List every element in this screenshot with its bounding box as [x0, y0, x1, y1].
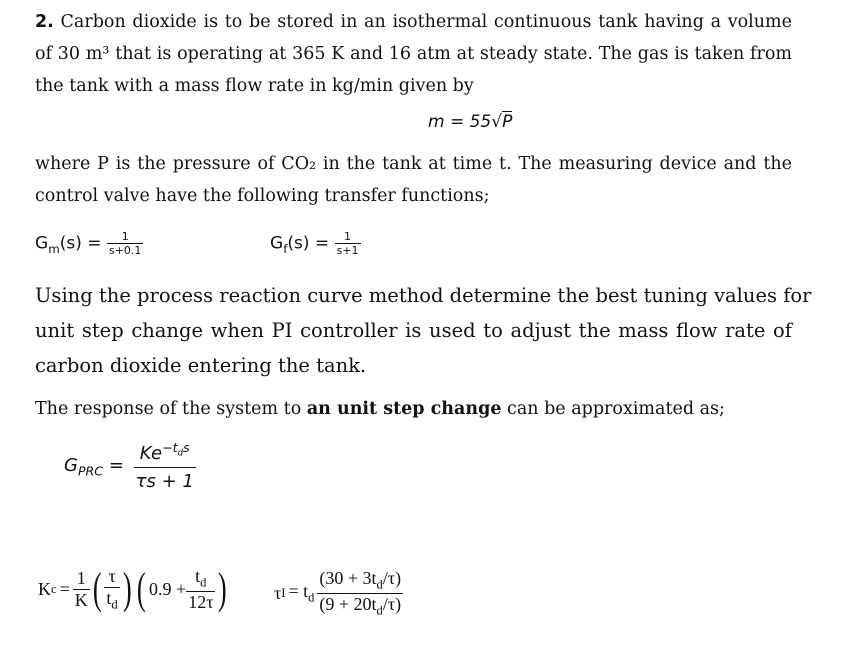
- gprc-equation: $G_{PRC}$ = $\frac{Ke^{-t_ds}}{\tau s + 1}$: [64, 440, 194, 492]
- left-paren-icon: (: [137, 564, 147, 614]
- response-bold: an unit step change: [306, 399, 502, 419]
- gm-fraction: $\frac{1}{s+0.1}$: [108, 230, 142, 257]
- kc-fraction-1: $\frac{1}{K}$: [74, 567, 88, 610]
- gprc-fraction: $\frac{Ke^{-t_ds}}{\tau s + 1}$: [135, 440, 194, 492]
- kc-fraction-3: $\frac{t_d}{12\tau}$: [188, 566, 214, 612]
- response-line: The response of the system to an unit step change can be approximated as;: [35, 399, 725, 419]
- problem-line-2: of 30 m³ that is operating at 365 K and 16 atm at steady state. The gas is taken from: [35, 44, 792, 64]
- question-line-1: Using the process reaction curve method determine the best tuning values for: [35, 284, 812, 307]
- question-line-2: unit step change when PI controller is used to adjust the mass flow rate of: [35, 319, 792, 342]
- problem-line-3: the tank with a mass flow rate in kg/min given by: [35, 76, 474, 96]
- kc-fraction-2: $\frac{\tau}{t_d}$: [106, 566, 118, 612]
- taui-fraction: $\frac{(30 + 3t_d/\tau)}{(9 + 20t_d/\tau)}$: [319, 568, 402, 618]
- taui-formula: τ I = $t_d$ $\frac{(30 + 3t_d/\tau)}{(9 + 20t_d/\tau)}$: [274, 568, 402, 618]
- mass-flow-equation: m = 55√P: [428, 112, 513, 132]
- sqrt-icon: √: [491, 112, 503, 132]
- kc-formula: K c = $\frac{1}{K}$ ( $\frac{\tau}{t_d}$ ) ( 0.9 + $\frac{t_d}{12\tau}$ ): [38, 564, 228, 614]
- problem-line-4: where P is the pressure of CO₂ in the tank at time t. The measuring device and the: [35, 154, 792, 174]
- right-paren-icon: ): [218, 564, 228, 614]
- left-paren-icon: (: [92, 564, 102, 614]
- problem-line-1: 2. Carbon dioxide is to be stored in an isothermal continuous tank having a volume: [35, 12, 792, 32]
- question-line-3: carbon dioxide entering the tank.: [35, 354, 367, 377]
- problem-number: 2.: [35, 12, 54, 32]
- gm-transfer-function: $G_m(s)$ = $\frac{1}{s+0.1}$: [35, 230, 142, 257]
- problem-line-5: control valve have the following transfer functions;: [35, 186, 490, 206]
- gf-transfer-function: $G_f(s)$ = $\frac{1}{s+1}$: [270, 230, 359, 257]
- right-paren-icon: ): [122, 564, 132, 614]
- gf-fraction: $\frac{1}{s+1}$: [336, 230, 359, 257]
